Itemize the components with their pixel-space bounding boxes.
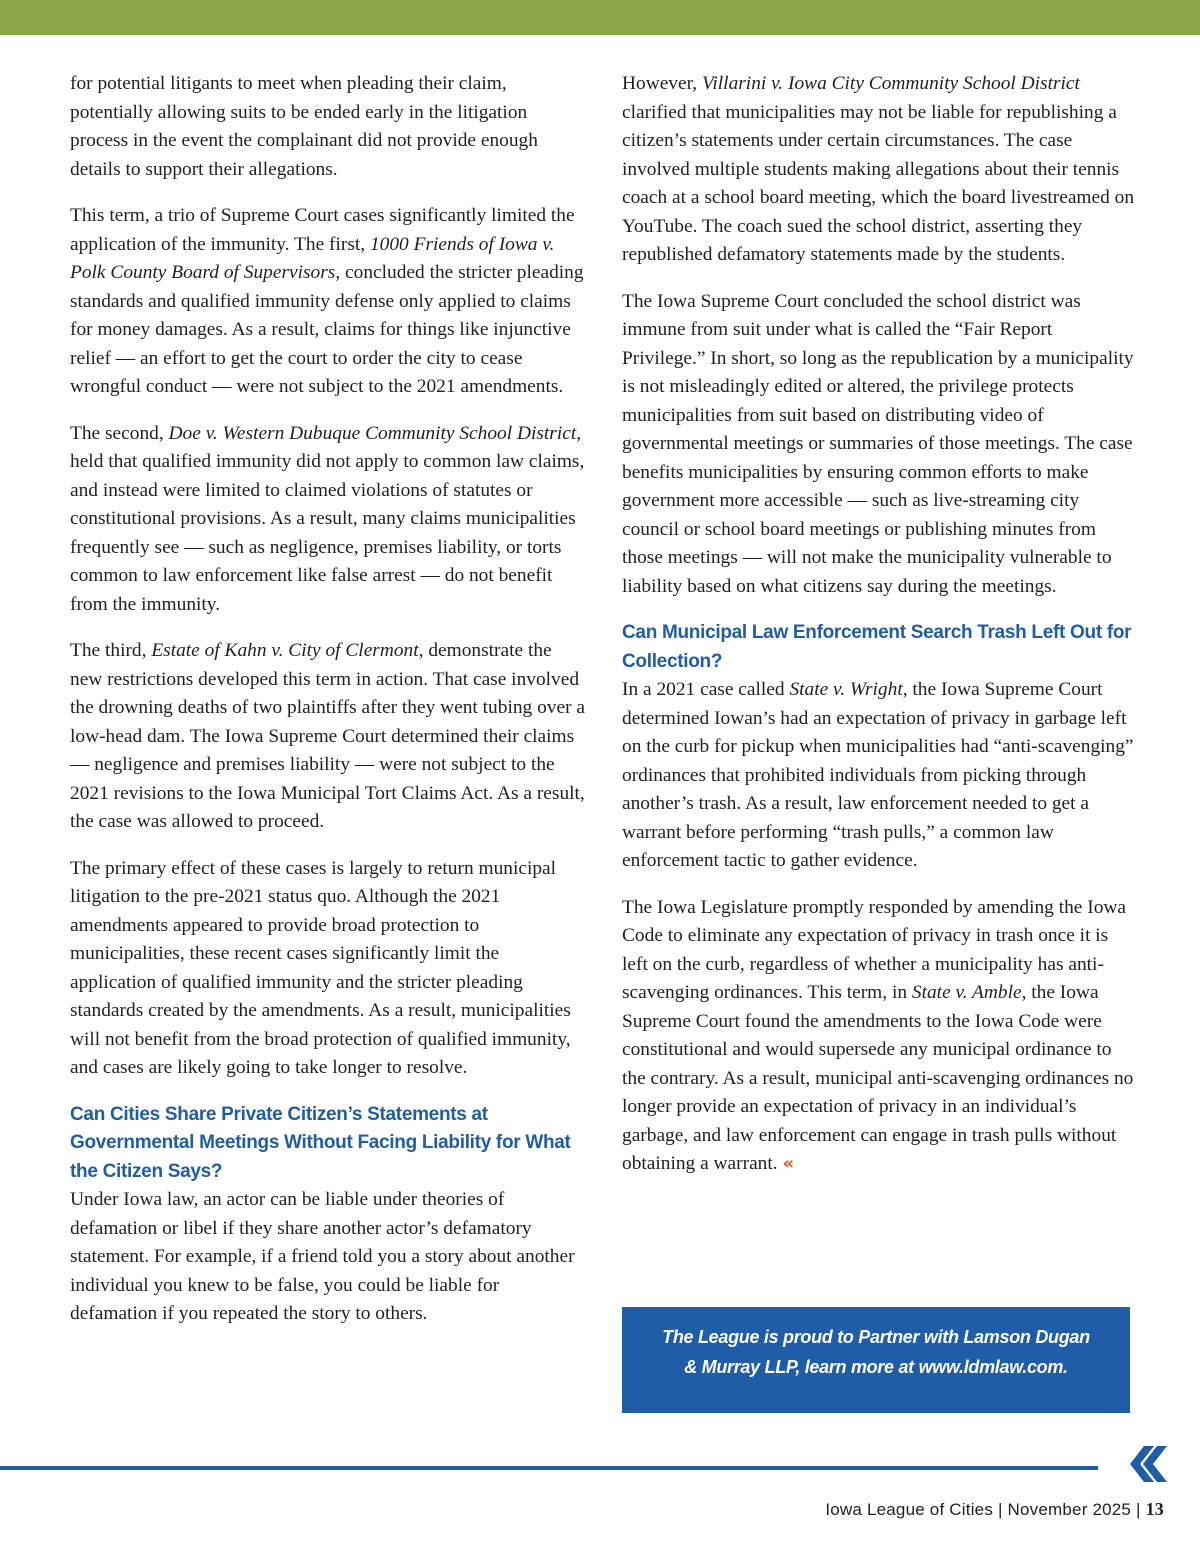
double-chevron-icon <box>1124 1442 1168 1486</box>
footer-separator: | <box>997 1500 1003 1519</box>
footer-separator: | <box>1136 1500 1141 1519</box>
issue-date: November 2025 <box>1007 1500 1132 1519</box>
case-name: Estate of Kahn v. City of Clermont <box>151 640 419 661</box>
case-name: Villarini v. Iowa City Community School District <box>702 73 1080 94</box>
paragraph: for potential litigants to meet when pleading their claim, potentially allowing suits to be ended early in the litigation process in the event the complainant did not provide enough details to support their allegations. <box>70 73 538 180</box>
footer-rule <box>0 1466 1098 1470</box>
partner-line: & Murray LLP, learn more at www.ldmlaw.com. <box>684 1357 1068 1377</box>
partner-line: The League is proud to Partner with Lamson Dugan <box>662 1327 1090 1347</box>
case-name: State v. Wright <box>789 679 903 700</box>
partner-callout <box>622 1307 1130 1413</box>
publication-name: Iowa League of Cities <box>825 1500 994 1519</box>
right-column <box>622 70 1137 1179</box>
section-heading: Can Municipal Law Enforcement Search Trash Left Out for Collection? <box>622 622 1132 672</box>
paragraph: Under Iowa law, an actor can be liable under theories of defamation or libel if they share another actor’s defamatory statement. For example, if a friend told you a story about another individual you knew to be false, you could be liable for defamation if you repeated the story to others. <box>70 1189 575 1324</box>
page-number: 13 <box>1145 1499 1164 1519</box>
case-name: Doe v. Western Dubuque Community School District <box>168 422 577 444</box>
end-of-article-icon: « <box>782 1153 795 1174</box>
paragraph: However, Villarini v. Iowa City Community School District clarified that municipalities may not be liable for republishing a citizen’s statements under certain circumstances. The case involved multiple students making allegations about their tennis coach at a school board meeting, which the board livestreamed on YouTube. The coach sued the school district, asserting they republished defamatory statements made by the students. <box>622 73 1135 265</box>
section-heading: Can Cities Share Private Citizen’s Statements at Governmental Meetings Without Facing Liability for What the Citizen Says? <box>70 1103 571 1182</box>
top-color-bar <box>0 0 1200 35</box>
case-name: State v. Amble <box>911 982 1022 1003</box>
left-column <box>70 70 585 1329</box>
paragraph: The Iowa Supreme Court concluded the school district was immune from suit under what is called the “Fair Report Privilege.” In short, so long as the republication by a municipality is not misleadingly edited or altered, the privilege protects municipalities from suit based on distributing video of governmental meetings or summaries of those meetings. The case benefits municipalities by ensuring common efforts to make government more accessible — such as live-streaming city council or school board meetings or publishing minutes from those meetings — will not make the municipality vulnerable to liability based on what citizens say during the meetings. <box>622 290 1134 597</box>
paragraph: The primary effect of these cases is largely to return municipal litigation to the pre-2021 status quo. Although the 2021 amendments appeared to provide broad protection to municipalities, these recent cases significantly limit the application of qualified immunity and the stricter pleading standards created by the amendments. As a result, municipalities will not benefit from the broad protection of qualified immunity, and cases are likely going to take longer to resolve. <box>70 857 571 1078</box>
paragraph: The second, Doe v. Western Dubuque Community School District, held that qualified immunity did not apply to common law claims, and instead were limited to claimed violations of statutes or constitutional provisions. As a result, many claims municipalities frequently see — such as negligence, premises liability, or torts common to law enforcement like false arrest — do not benefit from the immunity. <box>70 422 585 615</box>
paragraph: In a 2021 case called State v. Wright, the Iowa Supreme Court determined Iowan’s had an expectation of privacy in garbage left on the curb for pickup when municipalities had “anti-scavenging” ordinances that prohibited individuals from picking through another’s trash. As a result, law enforcement needed to get a warrant before performing “trash pulls,” a common law enforcement tactic to gather evidence. <box>622 679 1134 871</box>
case-name: 1000 Friends of Iowa v. Polk County Board of Supervisors <box>70 233 555 283</box>
paragraph: This term, a trio of Supreme Court cases significantly limited the application of the immunity. The first, 1000 Friends of Iowa v. Polk County Board of Supervisors, concluded the stricter pleading standards and qualified immunity defense only applied to claims for money damages. As a result, claims for things like injunctive relief — an effort to get the court to order the city to cease wrongful conduct — were not subject to the 2021 amendments. <box>70 205 584 397</box>
page-footer <box>825 1499 1164 1520</box>
paragraph: The Iowa Legislature promptly responded by amending the Iowa Code to eliminate any expectation of privacy in trash once it is left on the curb, regardless of whether a municipality has anti-scavenging ordinances. This term, in State v. Amble, the Iowa Supreme Court found the amendments to the Iowa Code were constitutional and would supersede any municipal ordinance to the contrary. As a result, municipal anti-scavenging ordinances no longer provide an expectation of privacy in an individual’s garbage, and law enforcement can engage in trash pulls without obtaining a warrant. « <box>622 896 1134 1174</box>
paragraph: The third, Estate of Kahn v. City of Clermont, demonstrate the new restrictions developed this term in action. That case involved the drowning deaths of two plaintiffs after they went tubing over a low-head dam. The Iowa Supreme Court determined their claims — negligence and premises liability — were not subject to the 2021 revisions to the Iowa Municipal Tort Claims Act. As a result, the case was allowed to proceed. <box>70 640 585 832</box>
